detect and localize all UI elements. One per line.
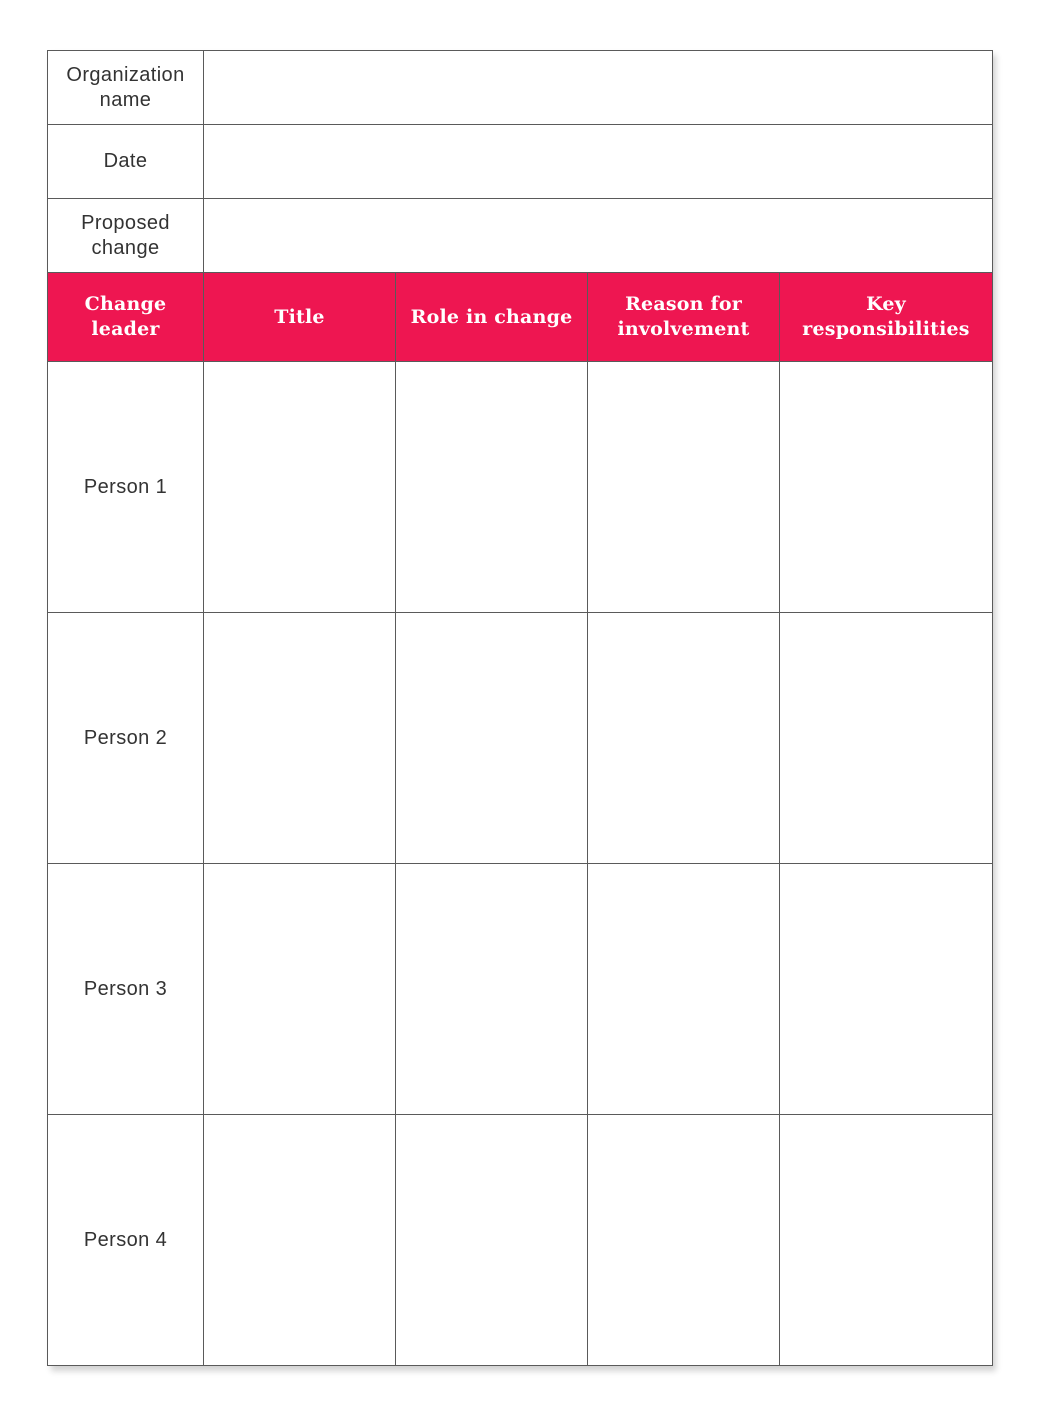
person-3-role-cell[interactable] <box>396 864 588 1115</box>
person-2-responsibilities-cell[interactable] <box>780 613 993 864</box>
person-2-label: Person 2 <box>48 613 204 864</box>
info-row-date <box>48 125 993 199</box>
person-3-reason-cell[interactable] <box>588 864 780 1115</box>
date-label: Date <box>48 125 204 199</box>
organization-name-label: Organization name <box>48 51 204 125</box>
table-row <box>48 613 993 864</box>
person-2-title-cell[interactable] <box>204 613 396 864</box>
proposed-change-field[interactable] <box>204 199 993 273</box>
header-role-in-change: Role in change <box>396 273 588 362</box>
person-4-label: Person 4 <box>48 1115 204 1366</box>
table-row <box>48 1115 993 1366</box>
person-2-reason-cell[interactable] <box>588 613 780 864</box>
person-1-responsibilities-cell[interactable] <box>780 362 993 613</box>
info-row-proposed-change <box>48 199 993 273</box>
person-2-role-cell[interactable] <box>396 613 588 864</box>
header-title: Title <box>204 273 396 362</box>
change-leaders-worksheet <box>47 50 992 1366</box>
person-4-role-cell[interactable] <box>396 1115 588 1366</box>
person-4-title-cell[interactable] <box>204 1115 396 1366</box>
person-4-responsibilities-cell[interactable] <box>780 1115 993 1366</box>
info-row-organization-name <box>48 51 993 125</box>
table-row <box>48 362 993 613</box>
header-change-leader: Change leader <box>48 273 204 362</box>
proposed-change-label: Proposed change <box>48 199 204 273</box>
header-reason-for-involvement: Reason for involvement <box>588 273 780 362</box>
header-key-responsibilities: Key responsibilities <box>780 273 993 362</box>
person-1-label: Person 1 <box>48 362 204 613</box>
person-1-reason-cell[interactable] <box>588 362 780 613</box>
person-3-responsibilities-cell[interactable] <box>780 864 993 1115</box>
worksheet-table <box>47 50 993 1366</box>
person-1-title-cell[interactable] <box>204 362 396 613</box>
person-3-label: Person 3 <box>48 864 204 1115</box>
organization-name-field[interactable] <box>204 51 993 125</box>
table-row <box>48 864 993 1115</box>
column-header-row <box>48 273 993 362</box>
person-1-role-cell[interactable] <box>396 362 588 613</box>
person-4-reason-cell[interactable] <box>588 1115 780 1366</box>
date-field[interactable] <box>204 125 993 199</box>
person-3-title-cell[interactable] <box>204 864 396 1115</box>
